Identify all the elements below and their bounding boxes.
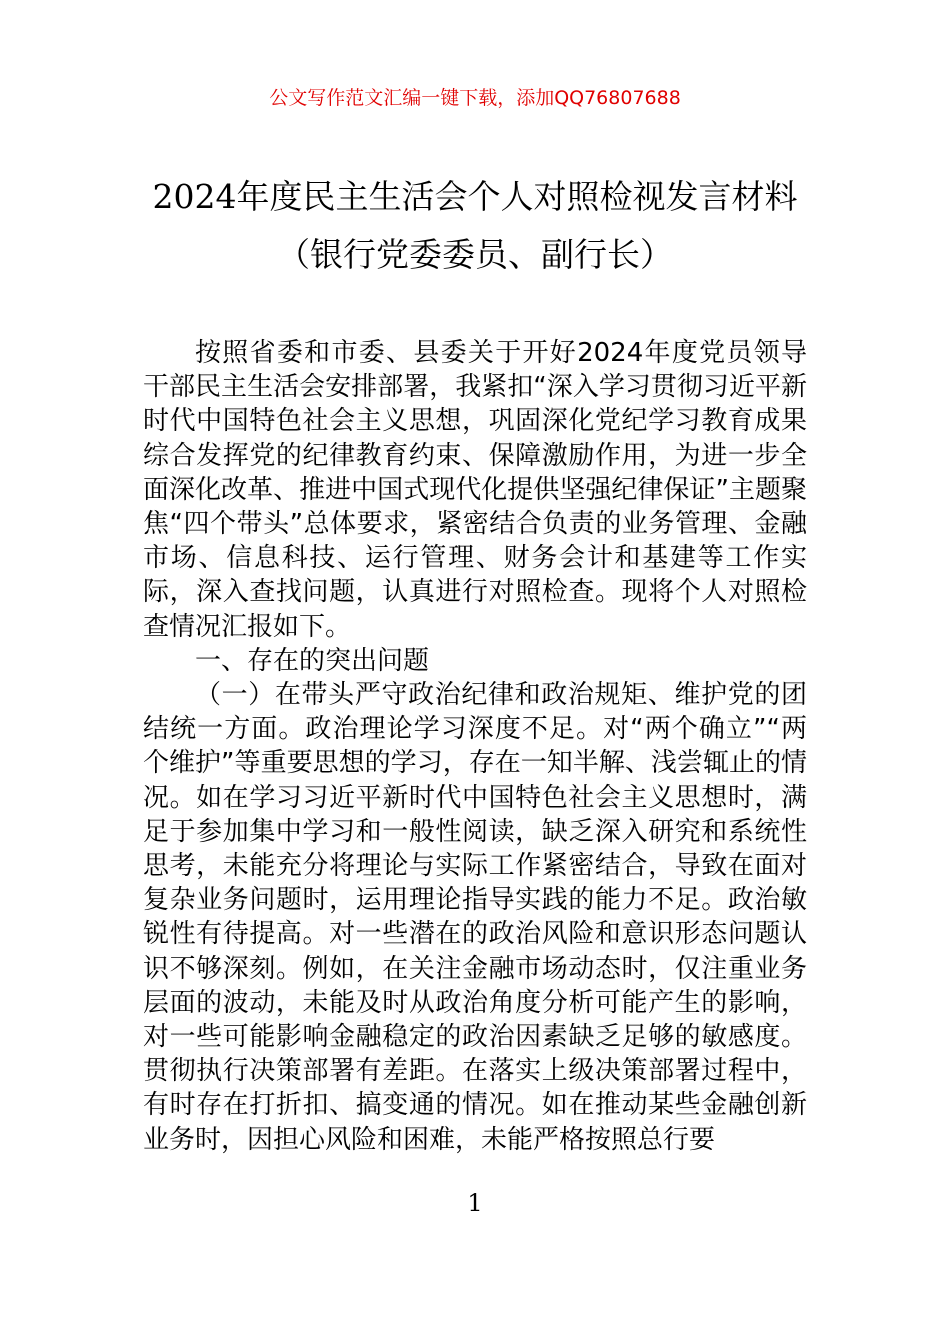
header-banner: 公文写作范文汇编一键下载，添加QQ76807688 [269,87,681,109]
document-title: 2024年度民主生活会个人对照检视发言材料（银行党委委员、副行长） [152,177,798,274]
section-heading: 一、存在的突出问题 [195,645,430,676]
paragraph-section-1: （一）在带头严守政治纪律和政治规矩、维护党的团结统一方面。政治理论学习深度不足。对“两个确立”“两个维护”等重要思想的学习，存在一知半解、浅尝辄止的情况。如在学习习近平新时代中国特色社会主义思想时，满足于参加集中学习和一般性阅读，缺乏深入研究和系统性思考，未能充分将理论与实际工作紧密结合，导致在面对复杂业务问题时，运用理论指导实践的能力不足。政治敏锐性有待提高。对一些潜在的政治风险和意识形态问题认识不够深刻。例如，在关注金融市场动态时，仅注重业务层面的波动，未能及时从政治角度分析可能产生的影响，对一些可能影响金融稳定的政治因素缺乏足够的敏感度。贯彻执行决策部署有差距。在落实上级决策部署过程中，有时存在打折扣、搞变通的情况。如在推动某些金融创新业务时，因担心风险和困难，未能严格按照总行要 [143,680,807,1155]
document-body [143,336,807,1157]
page-number: 1 [467,1189,483,1217]
paragraph-intro: 按照省委和市委、县委关于开好2024年度党员领导干部民主生活会安排部署，我紧扣“深入学习贯彻习近平新时代中国特色社会主义思想，巩固深化党纪学习教育成果综合发挥党的纪律教育约束、保障激励作用，为进一步全面深化改革、推进中国式现代化提供坚强纪律保证”主题聚焦“四个带头”总体要求，紧密结合负责的业务管理、金融市场、信息科技、运行管理、财务会计和基建等工作实际，深入查找问题，认真进行对照检查。现将个人对照检查情况汇报如下。 [143,338,807,642]
